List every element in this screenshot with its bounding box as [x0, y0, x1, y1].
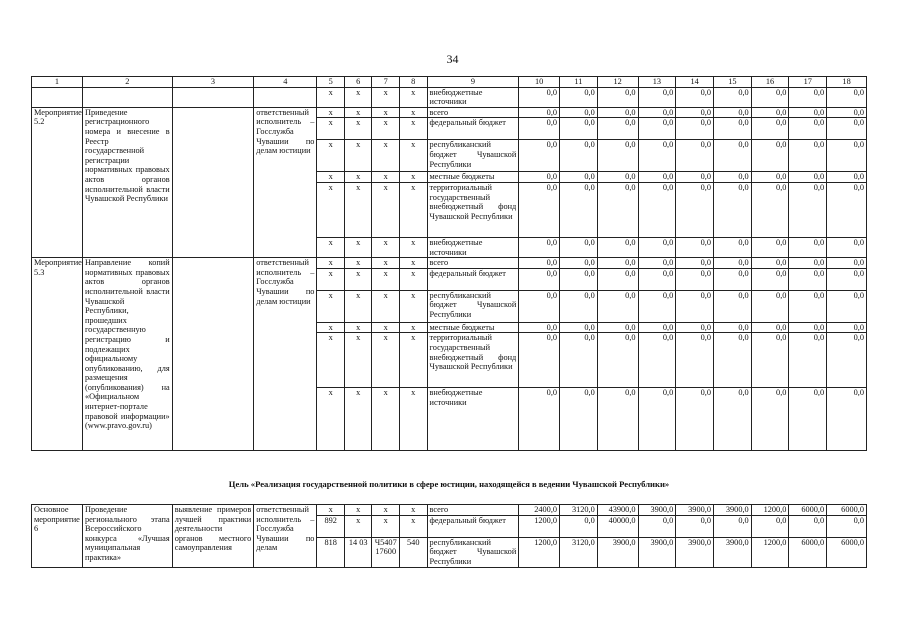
value-cell: 0,0: [560, 268, 598, 290]
value-cell: 0,0: [676, 107, 714, 118]
code-cell: x: [317, 388, 345, 451]
value-cell: 0,0: [713, 140, 751, 172]
code-cell: x: [372, 107, 400, 118]
code-cell: x: [372, 140, 400, 172]
funding-source-cell: республиканский бюджет Чувашской Республики: [427, 537, 519, 567]
code-cell: x: [400, 505, 428, 516]
code-cell: x: [372, 182, 400, 237]
value-cell: 0,0: [676, 333, 714, 388]
value-cell: 1200,0: [519, 515, 560, 537]
code-cell: x: [372, 87, 400, 107]
code-cell: x: [400, 322, 428, 333]
value-cell: 0,0: [827, 290, 867, 322]
value-cell: 0,0: [519, 268, 560, 290]
value-cell: 0,0: [751, 140, 789, 172]
value-cell: 0,0: [560, 237, 598, 257]
code-cell: x: [372, 290, 400, 322]
column-number-cell: 7: [372, 77, 400, 88]
code-cell: x: [317, 118, 345, 140]
value-cell: 0,0: [638, 322, 676, 333]
value-cell: 2400,0: [519, 505, 560, 516]
value-cell: 0,0: [789, 258, 827, 269]
value-cell: 0,0: [713, 268, 751, 290]
table-row: [32, 258, 867, 269]
code-cell: x: [400, 172, 428, 183]
column-number-cell: 8: [400, 77, 428, 88]
value-cell: 0,0: [751, 172, 789, 183]
value-cell: 0,0: [713, 290, 751, 322]
funding-source-cell: внебюджетные источники: [427, 388, 519, 451]
value-cell: 0,0: [751, 388, 789, 451]
measure-label-cell: Мероприятие 5.3: [32, 258, 83, 451]
value-cell: 0,0: [519, 290, 560, 322]
page-number: 34: [446, 52, 459, 66]
value-cell: 0,0: [560, 87, 598, 107]
code-cell: x: [344, 290, 372, 322]
code-cell: x: [317, 322, 345, 333]
value-cell: 3900,0: [713, 537, 751, 567]
value-cell: 0,0: [713, 388, 751, 451]
value-cell: 0,0: [827, 172, 867, 183]
responsible-cell: ответственный исполнитель – Госслужба Чувашии по делам юстиции: [254, 258, 317, 451]
value-cell: 0,0: [827, 107, 867, 118]
column-number-cell: 1: [32, 77, 83, 88]
value-cell: 0,0: [519, 107, 560, 118]
column-number-cell: 18: [827, 77, 867, 88]
goal-heading: [31, 480, 867, 490]
column-number-cell: 13: [638, 77, 676, 88]
code-cell: x: [344, 322, 372, 333]
measure-label-cell: Основное мероприятие 6: [32, 505, 83, 568]
value-cell: 0,0: [597, 118, 638, 140]
value-cell: 6000,0: [789, 505, 827, 516]
value-cell: 0,0: [676, 268, 714, 290]
value-cell: 0,0: [827, 118, 867, 140]
value-cell: 0,0: [789, 182, 827, 237]
code-cell: x: [317, 505, 345, 516]
code-cell: x: [400, 107, 428, 118]
code-cell: x: [317, 107, 345, 118]
value-cell: 0,0: [789, 172, 827, 183]
value-cell: 0,0: [751, 258, 789, 269]
value-cell: 0,0: [713, 258, 751, 269]
value-cell: 0,0: [597, 237, 638, 257]
value-cell: 0,0: [597, 182, 638, 237]
code-cell: x: [317, 290, 345, 322]
value-cell: 0,0: [597, 87, 638, 107]
column-number-cell: 14: [676, 77, 714, 88]
value-cell: 0,0: [597, 322, 638, 333]
code-cell: x: [372, 322, 400, 333]
target-cell: [172, 258, 254, 451]
column-number-cell: 12: [597, 77, 638, 88]
code-cell: x: [372, 388, 400, 451]
code-cell: x: [317, 172, 345, 183]
table-row: [32, 505, 867, 516]
value-cell: 0,0: [676, 87, 714, 107]
value-cell: 0,0: [519, 388, 560, 451]
value-cell: 0,0: [638, 268, 676, 290]
code-cell: x: [400, 118, 428, 140]
value-cell: 0,0: [676, 322, 714, 333]
value-cell: 0,0: [597, 107, 638, 118]
target-cell: [172, 107, 254, 257]
code-cell: x: [344, 388, 372, 451]
value-cell: 0,0: [560, 182, 598, 237]
value-cell: 0,0: [560, 322, 598, 333]
target-cell: выявление примеров лучшей практики деятельности органов местного самоуправления: [172, 505, 254, 568]
value-cell: 0,0: [751, 118, 789, 140]
value-cell: 3120,0: [560, 537, 598, 567]
code-cell: x: [317, 268, 345, 290]
responsible-cell: ответственный исполнитель – Госслужба Чувашии по делам: [254, 505, 317, 568]
value-cell: 0,0: [638, 87, 676, 107]
column-number-cell: 17: [789, 77, 827, 88]
value-cell: 0,0: [560, 290, 598, 322]
value-cell: 0,0: [676, 388, 714, 451]
code-cell: x: [317, 258, 345, 269]
code-cell: x: [372, 505, 400, 516]
funding-source-cell: федеральный бюджет: [427, 515, 519, 537]
value-cell: 0,0: [638, 333, 676, 388]
empty-cell: [172, 87, 254, 107]
value-cell: 0,0: [676, 140, 714, 172]
funding-source-cell: всего: [427, 505, 519, 516]
code-cell: x: [344, 107, 372, 118]
empty-cell: [82, 87, 172, 107]
code-cell: x: [317, 87, 345, 107]
code-cell: x: [317, 140, 345, 172]
value-cell: 0,0: [713, 515, 751, 537]
value-cell: 0,0: [713, 172, 751, 183]
value-cell: 0,0: [638, 388, 676, 451]
value-cell: 0,0: [519, 182, 560, 237]
funding-source-cell: территориальный государственный внебюджетный фонд Чувашской Республики: [427, 333, 519, 388]
column-number-cell: 16: [751, 77, 789, 88]
budget-table: [31, 76, 867, 451]
code-cell: x: [372, 172, 400, 183]
column-number-cell: 10: [519, 77, 560, 88]
column-number-cell: 15: [713, 77, 751, 88]
value-cell: 0,0: [676, 118, 714, 140]
measure-label-cell: Мероприятие 5.2: [32, 107, 83, 257]
value-cell: 0,0: [713, 333, 751, 388]
value-cell: 0,0: [827, 258, 867, 269]
funding-source-cell: внебюджетные источники: [427, 237, 519, 257]
code-cell: 540: [400, 537, 428, 567]
code-cell: x: [344, 258, 372, 269]
code-cell: x: [344, 237, 372, 257]
code-cell: Ч5407 17600: [372, 537, 400, 567]
value-cell: 0,0: [789, 290, 827, 322]
code-cell: x: [400, 515, 428, 537]
value-cell: 0,0: [751, 87, 789, 107]
value-cell: 0,0: [751, 515, 789, 537]
value-cell: 0,0: [713, 237, 751, 257]
value-cell: 0,0: [827, 87, 867, 107]
code-cell: x: [344, 172, 372, 183]
value-cell: 40000,0: [597, 515, 638, 537]
value-cell: 0,0: [519, 237, 560, 257]
code-cell: 818: [317, 537, 345, 567]
value-cell: 0,0: [638, 515, 676, 537]
value-cell: 0,0: [676, 290, 714, 322]
measure-description-cell: Приведение регистрационного номера и внесение в Реестр государственной регистрации нормативных правовых актов органов исполнительной власти Чувашской Республики: [82, 107, 172, 257]
funding-source-cell: местные бюджеты: [427, 172, 519, 183]
funding-source-cell: федеральный бюджет: [427, 118, 519, 140]
value-cell: 0,0: [676, 182, 714, 237]
value-cell: 0,0: [676, 258, 714, 269]
code-cell: x: [400, 333, 428, 388]
code-cell: x: [372, 333, 400, 388]
value-cell: 0,0: [827, 268, 867, 290]
code-cell: x: [344, 505, 372, 516]
funding-source-cell: федеральный бюджет: [427, 268, 519, 290]
value-cell: 0,0: [638, 140, 676, 172]
code-cell: x: [344, 515, 372, 537]
column-number-cell: 2: [82, 77, 172, 88]
value-cell: 0,0: [638, 237, 676, 257]
value-cell: 0,0: [560, 140, 598, 172]
value-cell: 0,0: [597, 268, 638, 290]
value-cell: 0,0: [827, 388, 867, 451]
code-cell: x: [400, 237, 428, 257]
code-cell: x: [400, 290, 428, 322]
empty-cell: [32, 87, 83, 107]
goal-text: Цель «Реализация государственной политики в сфере юстиции, находящейся в ведении Чувашской Республики»: [228, 480, 670, 489]
column-number-row: [32, 77, 867, 88]
code-cell: x: [317, 237, 345, 257]
value-cell: 0,0: [789, 237, 827, 257]
funding-source-cell: территориальный государственный внебюджетный фонд Чувашской Республики: [427, 182, 519, 237]
value-cell: 0,0: [789, 87, 827, 107]
value-cell: 3900,0: [676, 505, 714, 516]
value-cell: 0,0: [638, 258, 676, 269]
measure-description-cell: Направление копий нормативных правовых актов органов исполнительной власти Чувашской Республики, прошедших государственную регистрацию и подлежащих официальному опубликованию, для размещения (опубликования) на «Официальном интернет-портале правовой информации» (www.pravo.gov.ru): [82, 258, 172, 451]
code-cell: x: [344, 118, 372, 140]
value-cell: 0,0: [560, 118, 598, 140]
code-cell: x: [344, 182, 372, 237]
value-cell: 3900,0: [676, 537, 714, 567]
budget-table-bottom: [31, 504, 867, 568]
column-number-cell: 9: [427, 77, 519, 88]
value-cell: 0,0: [751, 268, 789, 290]
code-cell: x: [400, 388, 428, 451]
code-cell: x: [372, 268, 400, 290]
value-cell: 0,0: [789, 140, 827, 172]
funding-source-cell: республиканский бюджет Чувашской Республики: [427, 140, 519, 172]
value-cell: 3900,0: [638, 537, 676, 567]
funding-source-cell: республиканский бюджет Чувашской Республики: [427, 290, 519, 322]
value-cell: 0,0: [827, 237, 867, 257]
column-number-cell: 3: [172, 77, 254, 88]
value-cell: 0,0: [597, 140, 638, 172]
value-cell: 3120,0: [560, 505, 598, 516]
value-cell: 0,0: [827, 140, 867, 172]
code-cell: x: [372, 237, 400, 257]
funding-source-cell: внебюджетные источники: [427, 87, 519, 107]
value-cell: 3900,0: [638, 505, 676, 516]
value-cell: 0,0: [560, 333, 598, 388]
code-cell: x: [317, 182, 345, 237]
value-cell: 0,0: [519, 140, 560, 172]
value-cell: 0,0: [560, 172, 598, 183]
value-cell: 0,0: [560, 107, 598, 118]
value-cell: 3900,0: [713, 505, 751, 516]
value-cell: 0,0: [597, 258, 638, 269]
code-cell: x: [372, 515, 400, 537]
value-cell: 0,0: [560, 258, 598, 269]
value-cell: 43900,0: [597, 505, 638, 516]
value-cell: 3900,0: [597, 537, 638, 567]
table-row: [32, 107, 867, 118]
value-cell: 0,0: [751, 237, 789, 257]
value-cell: 0,0: [789, 515, 827, 537]
value-cell: 0,0: [751, 322, 789, 333]
code-cell: 14 03: [344, 537, 372, 567]
value-cell: 0,0: [789, 118, 827, 140]
code-cell: x: [372, 258, 400, 269]
value-cell: 0,0: [519, 333, 560, 388]
value-cell: 0,0: [676, 515, 714, 537]
value-cell: 0,0: [789, 388, 827, 451]
value-cell: 0,0: [751, 290, 789, 322]
value-cell: 0,0: [713, 87, 751, 107]
value-cell: 0,0: [638, 107, 676, 118]
value-cell: 0,0: [519, 87, 560, 107]
responsible-cell: ответственный исполнитель – Госслужба Чувашии по делам юстиции: [254, 107, 317, 257]
value-cell: 0,0: [789, 333, 827, 388]
column-number-cell: 11: [560, 77, 598, 88]
value-cell: 0,0: [597, 333, 638, 388]
code-cell: x: [400, 258, 428, 269]
value-cell: 0,0: [751, 333, 789, 388]
value-cell: 1200,0: [751, 537, 789, 567]
code-cell: x: [400, 140, 428, 172]
value-cell: 6000,0: [827, 505, 867, 516]
value-cell: 0,0: [789, 322, 827, 333]
value-cell: 0,0: [638, 290, 676, 322]
value-cell: 0,0: [827, 515, 867, 537]
column-number-cell: 4: [254, 77, 317, 88]
value-cell: 0,0: [713, 107, 751, 118]
value-cell: 0,0: [519, 322, 560, 333]
funding-source-cell: местные бюджеты: [427, 322, 519, 333]
value-cell: 0,0: [827, 322, 867, 333]
value-cell: 0,0: [676, 172, 714, 183]
value-cell: 0,0: [827, 182, 867, 237]
value-cell: 0,0: [713, 118, 751, 140]
value-cell: 1200,0: [519, 537, 560, 567]
measure-description-cell: Проведение регионального этапа Всероссийского конкурса «Лучшая муниципальная практика»: [82, 505, 172, 568]
value-cell: 0,0: [597, 290, 638, 322]
value-cell: 0,0: [638, 172, 676, 183]
value-cell: 0,0: [789, 268, 827, 290]
value-cell: 0,0: [827, 333, 867, 388]
code-cell: x: [344, 87, 372, 107]
code-cell: x: [344, 268, 372, 290]
value-cell: 0,0: [676, 237, 714, 257]
code-cell: x: [400, 268, 428, 290]
value-cell: 0,0: [519, 118, 560, 140]
value-cell: 0,0: [638, 118, 676, 140]
code-cell: x: [317, 333, 345, 388]
value-cell: 0,0: [713, 322, 751, 333]
code-cell: x: [400, 87, 428, 107]
code-cell: x: [372, 118, 400, 140]
value-cell: 0,0: [789, 107, 827, 118]
funding-source-cell: всего: [427, 258, 519, 269]
value-cell: 6000,0: [789, 537, 827, 567]
value-cell: 0,0: [560, 515, 598, 537]
value-cell: 0,0: [751, 107, 789, 118]
value-cell: 1200,0: [751, 505, 789, 516]
table-row: [32, 87, 867, 107]
value-cell: 0,0: [519, 172, 560, 183]
code-cell: x: [344, 333, 372, 388]
column-number-cell: 5: [317, 77, 345, 88]
value-cell: 0,0: [751, 182, 789, 237]
value-cell: 0,0: [519, 258, 560, 269]
value-cell: 6000,0: [827, 537, 867, 567]
code-cell: 892: [317, 515, 345, 537]
value-cell: 0,0: [560, 388, 598, 451]
value-cell: 0,0: [713, 182, 751, 237]
value-cell: 0,0: [597, 388, 638, 451]
code-cell: x: [400, 182, 428, 237]
value-cell: 0,0: [597, 172, 638, 183]
value-cell: 0,0: [638, 182, 676, 237]
code-cell: x: [344, 140, 372, 172]
empty-cell: [254, 87, 317, 107]
column-number-cell: 6: [344, 77, 372, 88]
funding-source-cell: всего: [427, 107, 519, 118]
